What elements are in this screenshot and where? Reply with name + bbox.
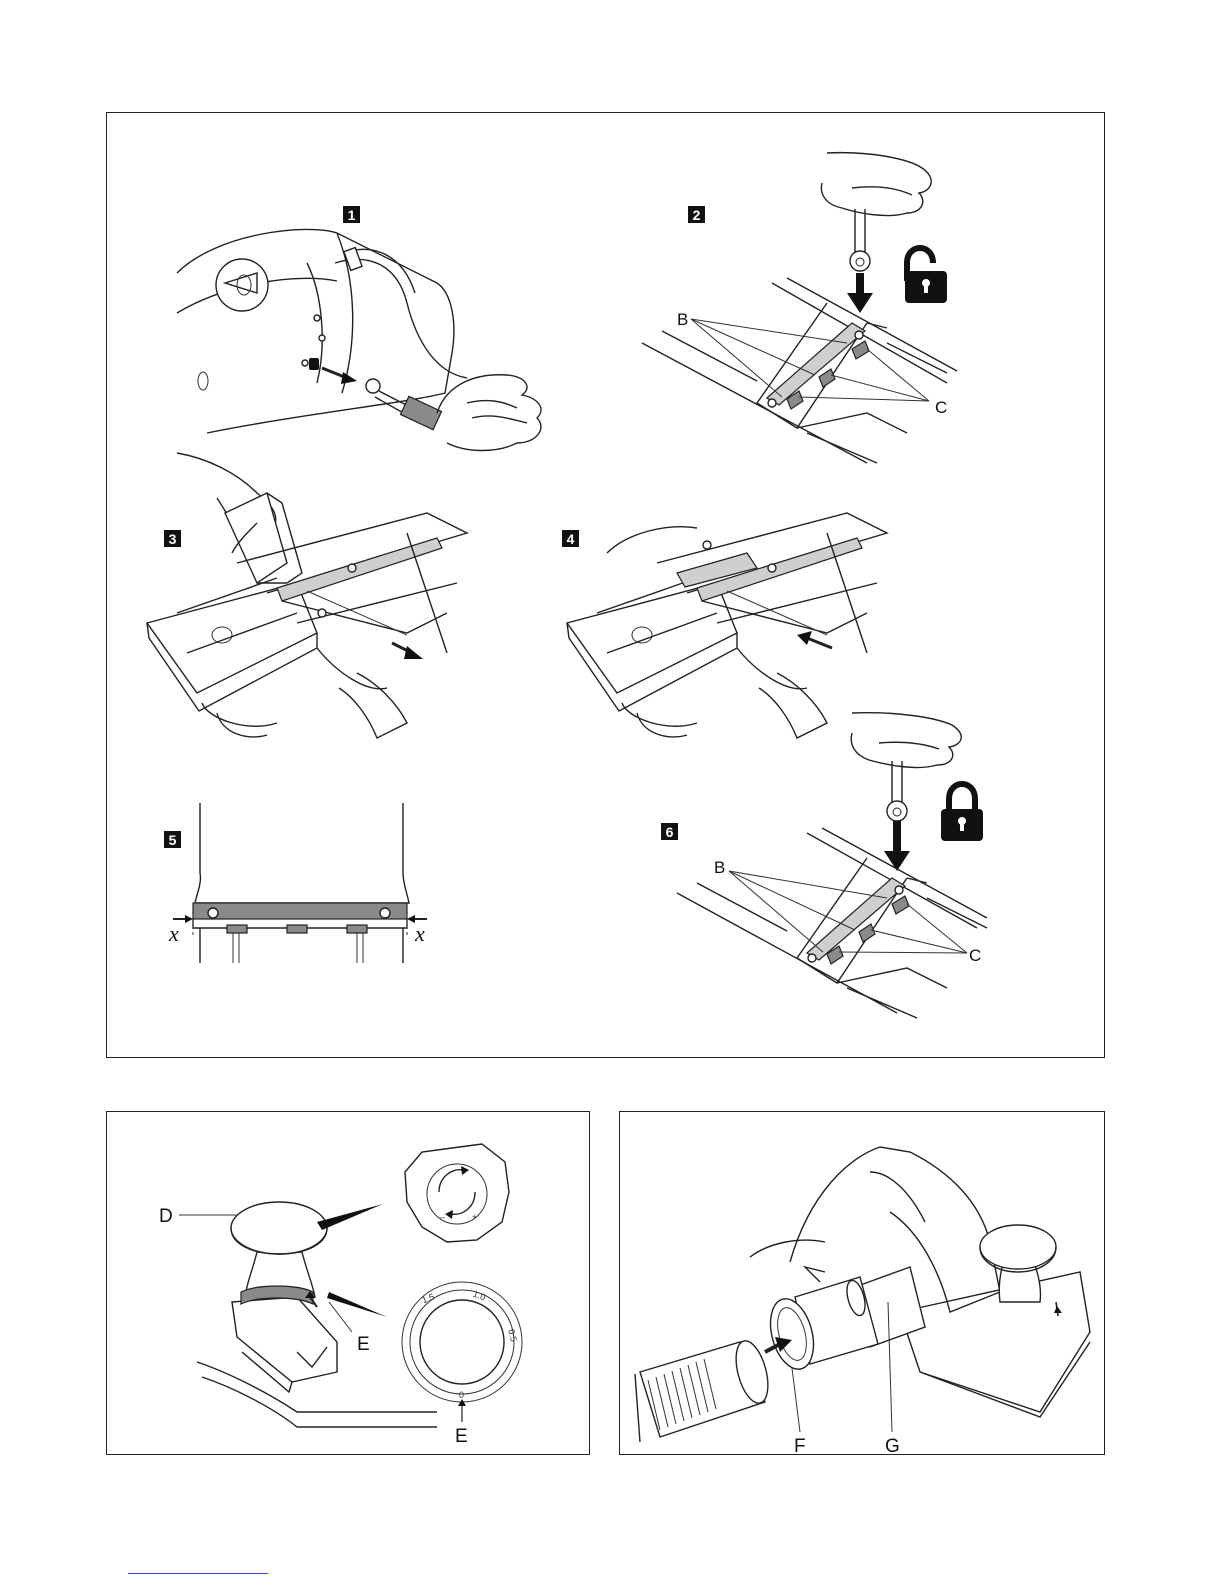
padlock-closed-icon (941, 784, 983, 841)
figure-panel-blade-change (106, 112, 1105, 1058)
step-1 (177, 206, 541, 451)
depth-scale-ring (402, 1282, 522, 1447)
label-b-bottom: B (714, 858, 726, 877)
label-x-left: x (169, 921, 179, 946)
step-2-number: 2 (692, 207, 701, 223)
footer-link-underline[interactable] (128, 1573, 268, 1574)
dial-mark-1-0: 1.0 (471, 1288, 487, 1303)
step-3-number: 3 (168, 531, 177, 547)
label-x-right: x (415, 921, 425, 946)
label-e-dial: E (455, 1426, 468, 1447)
depth-adjustment-illustration (107, 1112, 591, 1456)
dial-mark-0-5: 0.5 (506, 1328, 519, 1343)
label-f: F (794, 1436, 806, 1456)
dial-mark-0: 0 (459, 1390, 465, 1400)
step-2 (642, 153, 957, 463)
dial-plus: + (472, 1212, 478, 1222)
step-5-number: 5 (168, 832, 177, 848)
figure-panel-depth-adjustment (106, 1111, 590, 1455)
step-3 (147, 453, 467, 738)
blade-change-illustration (107, 113, 1106, 1059)
step-1-number: 1 (347, 207, 356, 223)
dial-minus: – (440, 1212, 446, 1222)
dial-mark-1-5: 1.5 (420, 1291, 436, 1306)
step-4 (562, 513, 887, 738)
figure-panel-dust-extraction (619, 1111, 1105, 1455)
label-d: D (159, 1206, 173, 1227)
label-g: G (885, 1436, 900, 1456)
label-c-top: C (935, 398, 948, 417)
label-e-knob: E (357, 1334, 370, 1355)
label-c-bottom: C (969, 946, 982, 965)
dust-extraction-illustration (620, 1112, 1106, 1456)
step-6 (661, 713, 987, 1018)
knob-top-view (405, 1144, 509, 1242)
hose (635, 1337, 774, 1442)
step-4-number: 4 (566, 531, 575, 547)
padlock-open-icon (905, 248, 947, 303)
step-5 (164, 803, 427, 963)
label-b-top: B (677, 310, 689, 329)
step-6-number: 6 (665, 824, 674, 840)
